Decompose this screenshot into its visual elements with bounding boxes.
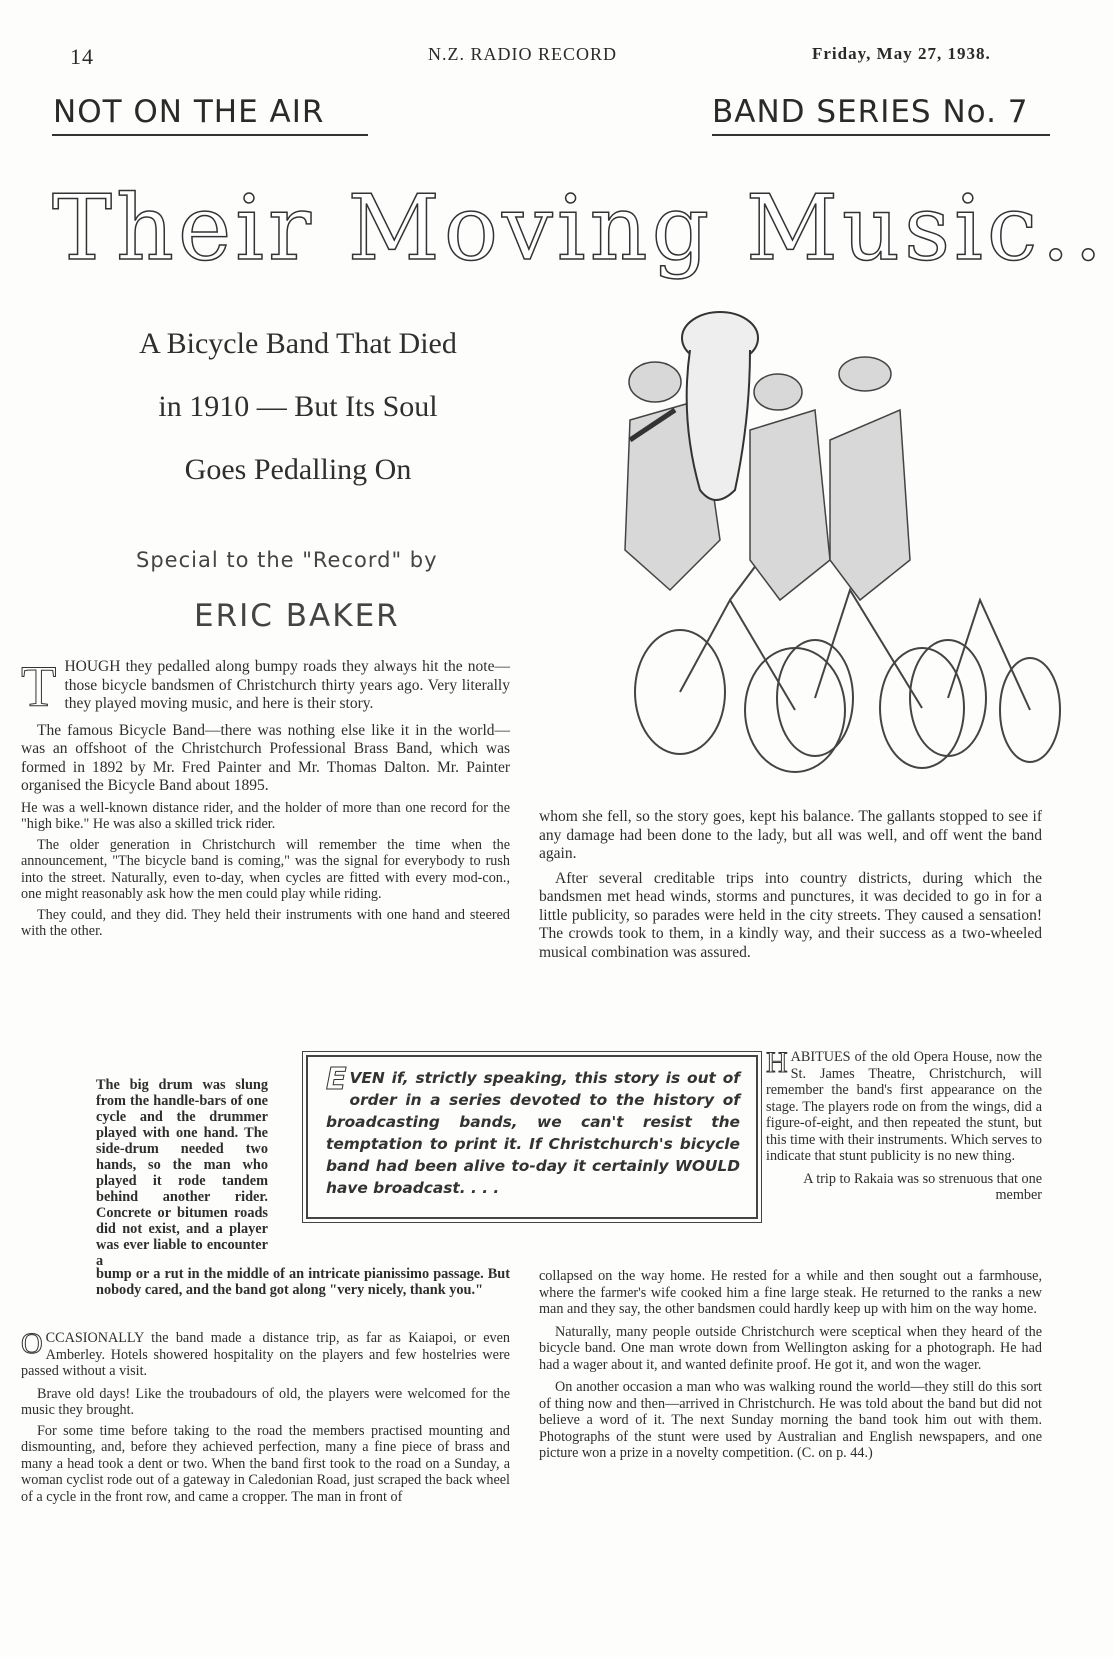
paragraph: On another occasion a man who was walking round the world—they still do this sort of thing now and then—arrived in Christchurch. He was told about the band but did not believe a word of it. The next Sunday morning the band took him out with them. Photographs of the stunt were used by Australian and English newspapers, and one picture won a prize in a novelty competition. (C. on p. 44.) [539,1379,1042,1461]
page-number: 14 [70,44,94,69]
subheadline-line-2: in 1910 — But Its Soul [158,390,438,423]
subheadline [28,312,568,501]
paragraph: The older generation in Christchurch will remember the time when the announcement, "The bicycle band is coming," was the signal for everybody to rush into the street. Naturally, even to-day, when cycles are fitted with every mod-con., one might reasonably ask how the men could play while riding. [21,836,510,902]
kicker-not-on-the-air: NOT ON THE AIR [53,94,325,130]
kicker-band-series: BAND SERIES No. 7 [712,94,1029,130]
rider-one-cap [629,362,681,402]
issue-date: Friday, May 27, 1938. [812,44,991,63]
byline-intro: Special to the "Record" by [136,548,438,572]
drop-cap: T [21,654,57,719]
paragraph: collapsed on the way home. He rested for a while and then sought out a farmhouse, where the farmer's wife cooked him a fine large steak. He returned to the ranks a new man and they say, the other bandsmen could hardly keep up with him on the way home. [539,1268,1042,1317]
habitues-paragraph: HABITUES of the old Opera House, now the St. James Theatre, Christchurch, will remember the band's first appearance on the stage. The players rode on from the wings, did a figure-of-eight, and then repeated the stunt, but this time with their instruments. Which serves to indicate that stunt publicity is no new thing. A trip to Rakaia was so strenuous that one member [766,1046,1042,1203]
paragraph: Naturally, many people outside Christchurch were sceptical when they heard of the bicycle band. One man wrote down from Wellington asking for a photograph. He had had a wager about it, and wanted definite proof. He got it, and won the wager. [539,1323,1042,1373]
paragraph: For some time before taking to the road the members practised mounting and dismounting, and, before they achieved perfection, many a fine piece of brass and many a head took a dent or two. When the band first took to the road on a Sunday, a woman cyclist rode out of a gateway in Caledonian Road, just scraped the back wheel of a cycle in the front row, and came a cropper. The man in front of [21,1422,510,1505]
rider-two-body [750,410,830,600]
paragraph: They could, and they did. They held their instruments with one hand and steered with the other. [21,906,510,939]
paragraph: A trip to Rakaia was so strenuous that one member [803,1170,1042,1203]
editor-note-box [306,1055,758,1219]
subheadline-line-3: Goes Pedalling On [184,453,412,486]
byline-author: ERIC BAKER [194,598,400,634]
bicycle-band-illustration [610,300,1062,780]
paragraph-drum: The big drum was slung from the handle-bars of one cycle and the drummer played with one hand. The side-drum needed two hands, so the man who played it rode tandem behind another rider. Concrete or bitumen roads did not exist, and a player was ever liable to encounter a [96,1077,268,1269]
paragraph: After several creditable trips into country districts, during which the bandsmen met head winds, storms and punctures, it was decided to go in for a little publicity, so parades were held in the city streets. They caused a sensation! The crowds took to them, in a kindly way, and their success as a two-wheeled musical combination was assured. [539,869,1042,961]
kicker-underline-right [712,134,1050,136]
paragraph: The famous Bicycle Band—there was nothing else like it in the world—was an offshoot of the Christchurch Professional Brass Band, which was formed in 1892 by Mr. Fred Painter and Mr. Thomas Dalton. Mr. Painter organised the Bicycle Band about 1895. [21,721,510,794]
column-right-lower [539,1268,1042,1466]
paragraph: Brave old days! Like the troubadours of old, the players were welcomed for the music they brought. [21,1385,510,1418]
subheadline-line-1: A Bicycle Band That Died [139,327,457,360]
column-left [21,654,510,944]
column-right [539,808,1042,966]
column-left-lower [21,1327,510,1509]
intro-paragraph: THOUGH they pedalled along bumpy roads they always hit the note—those bicycle bandsmen of Christchurch thirty years ago. Very literally they played moving music, and here is their story. [21,654,510,719]
kicker-underline-left [52,134,368,136]
occasionally-paragraph: OCCASIONALLY the band made a distance trip, as far as Kaiapoi, or even Amberley. Hotels showered hospitality on the players and few hostelries were passed without a visit. [21,1327,510,1379]
headline: Their Moving Music.. [52,176,1107,281]
paragraph: He was a well-known distance rider, and the holder of more than one record for the "high bike." He was also a skilled trick rider. [21,799,510,832]
rider-three-body [830,410,910,600]
publication-name: N.Z. RADIO RECORD [428,44,618,64]
paragraph: whom she fell, so the story goes, kept his balance. The gallants stopped to see if any damage had been done to the lady, but all was well, and off went the band again. [539,808,1042,862]
editor-note-text: EVEN if, strictly speaking, this story is out of order in a series devoted to the history of broadcasting bands, we can't resist the temptation to print it. If Christchurch's bicycle band had been alive to-day it certainly WOULD have broadcast. . . . [326,1062,740,1197]
paragraph-drum-continued: bump or a rut in the middle of an intricate pianissimo passage. But nobody cared, and the band got along "very nicely, thank you." [96,1266,510,1298]
